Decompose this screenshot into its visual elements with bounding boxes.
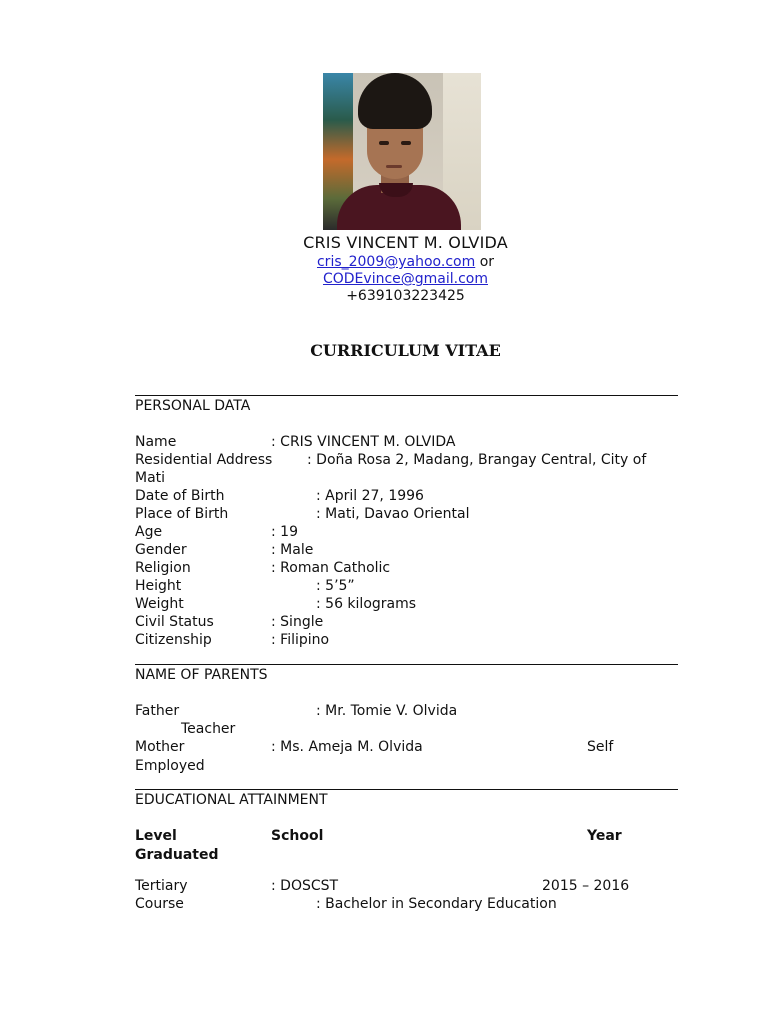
parents-heading: NAME OF PARENTS (135, 667, 268, 683)
pob-value: : Mati, Davao Oriental (316, 506, 470, 522)
religion-value: : Roman Catholic (271, 560, 391, 576)
citizenship-value: : Filipino (271, 632, 330, 648)
email-line-2 (0, 270, 768, 288)
dob-value: : April 27, 1996 (316, 488, 424, 504)
tertiary-school: : DOSCST (271, 878, 339, 894)
col-level-header: Level (135, 828, 177, 844)
citizenship-label: Citizenship (135, 632, 212, 648)
tertiary-label: Tertiary (135, 878, 188, 894)
dob-label: Date of Birth (135, 488, 225, 504)
email-link-gmail[interactable]: CODEvince@gmail.com (322, 271, 488, 287)
personal-data-heading: PERSONAL DATA (135, 398, 251, 414)
name-value: : CRIS VINCENT M. OLVIDA (271, 434, 456, 450)
height-label: Height (135, 578, 182, 594)
section-divider (135, 395, 678, 396)
profile-photo (323, 73, 481, 230)
col-year-header: Year (587, 828, 622, 844)
address-label: Residential Address (135, 452, 273, 468)
email-link-yahoo[interactable]: cris_2009@yahoo.com (316, 254, 476, 270)
mother-value: : Ms. Ameja M. Olvida (271, 739, 423, 755)
course-value: : Bachelor in Secondary Education (316, 896, 557, 912)
mother-occupation: Self (587, 739, 614, 755)
gender-label: Gender (135, 542, 187, 558)
address-value: : Doña Rosa 2, Madang, Brangay Central, City of (307, 452, 647, 468)
age-label: Age (135, 524, 163, 540)
father-label: Father (135, 703, 180, 719)
email-line (0, 253, 768, 271)
applicant-name-header: CRIS VINCENT M. OLVIDA (303, 233, 508, 252)
mother-occupation-cont: Employed (135, 758, 205, 774)
tertiary-year: 2015 – 2016 (542, 878, 630, 894)
address-continuation: Mati (135, 470, 166, 486)
gender-value: : Male (271, 542, 314, 558)
col-school-header: School (271, 828, 324, 844)
education-heading: EDUCATIONAL ATTAINMENT (135, 792, 328, 808)
father-value: : Mr. Tomie V. Olvida (316, 703, 458, 719)
section-divider (135, 789, 678, 790)
pob-label: Place of Birth (135, 506, 229, 522)
phone-number: +639103223425 (346, 288, 465, 304)
religion-label: Religion (135, 560, 191, 576)
height-value: : 5’5” (316, 578, 355, 594)
course-label: Course (135, 896, 184, 912)
father-occupation: Teacher (181, 721, 236, 737)
or-text: or (479, 254, 495, 270)
section-divider (135, 664, 678, 665)
mother-label: Mother (135, 739, 185, 755)
weight-label: Weight (135, 596, 184, 612)
document-title: CURRICULUM VITAE (310, 341, 501, 360)
civil-status-value: : Single (271, 614, 324, 630)
name-label: Name (135, 434, 177, 450)
col-graduated-header: Graduated (135, 847, 219, 863)
age-value: : 19 (271, 524, 298, 540)
civil-status-label: Civil Status (135, 614, 214, 630)
weight-value: : 56 kilograms (316, 596, 417, 612)
